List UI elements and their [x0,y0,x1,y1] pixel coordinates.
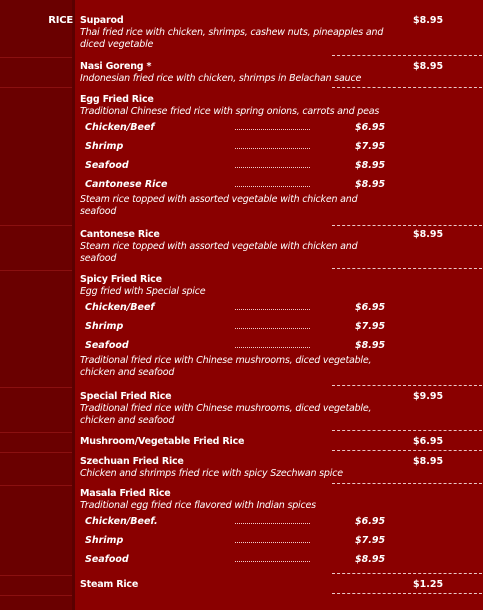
sub-option [80,298,482,317]
item-desc: Traditional egg fried rice flavored with Indian spices [80,500,316,511]
sub-option [80,550,482,569]
dot-leader [235,328,310,329]
item-desc: Steam rice topped with assorted vegetable with chicken and seafood [80,194,358,217]
price-separator [332,483,482,484]
item-desc: Traditional Chinese fried rice with spring onions, carrots and peas [80,106,380,117]
item-name: Masala Fried Rice [80,488,171,499]
dot-leader [235,129,310,130]
menu-item [80,579,482,591]
dot-leader [235,542,310,543]
sub-label: Shrimp [85,321,124,332]
dot-leader [235,523,310,524]
sub-option [80,336,482,355]
sub-price: $6.95 [355,122,386,133]
sub-price: $8.95 [355,340,386,351]
item-name: Special Fried Rice [80,391,172,402]
item-price: $8.95 [413,15,444,26]
dot-leader [235,186,310,187]
sub-label: Shrimp [85,535,124,546]
dot-leader [235,148,310,149]
item-name: Egg Fried Rice [80,94,154,105]
sub-option [80,118,482,137]
menu-item [80,436,482,448]
price-separator [332,385,482,386]
sub-label: Seafood [85,554,129,565]
sub-option [80,156,482,175]
side-cell [0,485,72,576]
item-desc: Traditional fried rice with Chinese mushrooms, diced vegetable, chicken and seafood [80,403,372,426]
item-name: Nasi Goreng * [80,61,152,72]
sub-label: Chicken/Beef [85,122,155,133]
sub-price: $6.95 [355,302,386,313]
left-column [0,0,72,610]
side-cell [0,270,72,388]
item-desc: Indonesian fried rice with chicken, shrimps in Belachan sauce [80,73,362,84]
price-separator [332,268,482,269]
price-separator [332,450,482,451]
item-name: Mushroom/Vegetable Fried Rice [80,436,245,447]
menu-item [80,274,482,379]
menu-item [80,488,482,569]
price-separator [332,573,482,574]
sub-option [80,137,482,156]
price-separator [332,225,482,226]
sub-price: $7.95 [355,321,386,332]
item-desc: Traditional fried rice with Chinese mushrooms, diced vegetable, chicken and seafood [80,355,372,378]
sub-option [80,512,482,531]
price-separator [332,87,482,88]
sub-price: $8.95 [355,179,386,190]
item-price: $8.95 [413,229,444,240]
sub-label: Shrimp [85,141,124,152]
side-cell [0,575,72,596]
sub-label: Cantonese Rice [85,179,168,190]
item-desc: Chicken and shrimps fried rice with spicy Szechwan spice [80,468,343,479]
sub-label: Chicken/Beef [85,302,155,313]
side-cell [0,225,72,271]
sub-price: $7.95 [355,535,386,546]
sub-option [80,531,482,550]
menu-item [80,15,482,51]
item-name: Suparod [80,15,124,26]
menu-item [80,61,482,85]
sub-price: $8.95 [355,554,386,565]
side-cell [0,452,72,486]
dot-leader [235,167,310,168]
price-separator [332,430,482,431]
item-price: $9.95 [413,391,444,402]
item-name: Spicy Fried Rice [80,274,162,285]
sub-label: Chicken/Beef. [85,516,158,527]
item-desc: Thai fried rice with chicken, shrimps, cashew nuts, pineapples and diced vegetable [80,27,384,50]
side-cell [0,87,72,226]
sub-price: $8.95 [355,160,386,171]
item-price: $8.95 [413,61,444,72]
item-price: $1.25 [413,579,444,590]
side-cell [0,0,72,58]
side-cell [0,57,72,88]
section-label: RICE [48,15,73,26]
item-name: Cantonese Rice [80,229,160,240]
sub-label: Seafood [85,340,129,351]
dot-leader [235,347,310,348]
sub-price: $7.95 [355,141,386,152]
sub-option [80,175,482,194]
menu-item [80,456,482,480]
side-cell [0,387,72,433]
item-desc: Steam rice topped with assorted vegetable with chicken and seafood [80,241,358,264]
dot-leader [235,561,310,562]
sub-option [80,317,482,336]
price-separator [332,593,482,594]
item-price: $8.95 [413,456,444,467]
sub-price: $6.95 [355,516,386,527]
side-cell [0,432,72,453]
column-divider [72,0,75,610]
dot-leader [235,309,310,310]
item-name: Steam Rice [80,579,139,590]
item-price: $6.95 [413,436,444,447]
item-name: Szechuan Fried Rice [80,456,184,467]
item-desc: Egg fried with Special spice [80,286,206,297]
menu-item [80,391,482,427]
menu-item [80,94,482,218]
menu-item [80,229,482,265]
sub-label: Seafood [85,160,129,171]
price-separator [332,55,482,56]
